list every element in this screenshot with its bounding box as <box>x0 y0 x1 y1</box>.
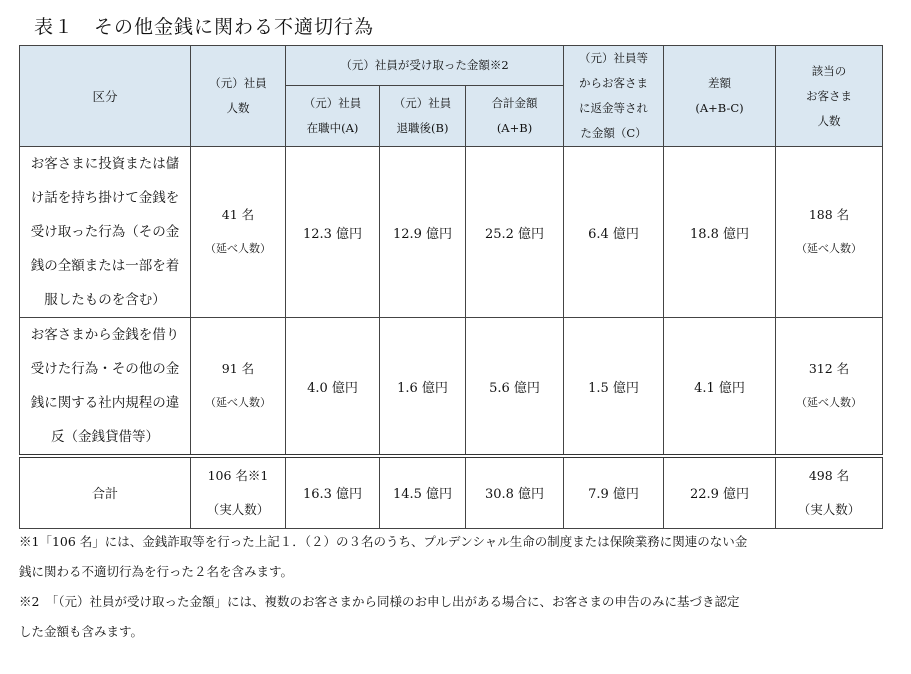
retired-amount-cell: 14.5 億円 <box>380 456 466 528</box>
difference-cell: 22.9 億円 <box>664 456 776 528</box>
staff-count-cell: 106 名※1 （実人数） <box>191 456 286 528</box>
footnote-1-line-2: 銭に関わる不適切行為を行った２名を含みます。 <box>19 564 294 579</box>
returned-amount-cell: 6.4 億円 <box>564 147 664 318</box>
employed-amount-cell: 12.3 億円 <box>286 147 380 318</box>
table-row <box>20 318 883 457</box>
header-kubun: 区分 <box>20 46 191 147</box>
header-received: （元）社員が受け取った金額※2 <box>286 46 564 86</box>
footnote-2-line-2: した金額も含みます。 <box>19 624 144 639</box>
header-retired: （元）社員 退職後(B) <box>380 86 466 147</box>
header-customers: 該当の お客さま 人数 <box>776 46 883 147</box>
category-cell: お客さまから金銭を借り 受けた行為・その他の金 銭に関する社内規程の違 反（金銭貸借等） <box>20 318 191 457</box>
footnote-1-line-1: ※1「106 名」には、金銭詐取等を行った上記１．（２）の３名のうち、プルデンシャル生命の制度または保険業務に関連のない金 <box>19 534 748 549</box>
footnote-2-line-1: ※2 「（元）社員が受け取った金額」には、複数のお客さまから同様のお申し出がある場合に、お客さまの申告のみに基づき認定 <box>19 594 740 609</box>
customers-cell: 312 名 （延べ人数） <box>776 318 883 457</box>
footnotes <box>19 527 885 647</box>
difference-cell: 4.1 億円 <box>664 318 776 457</box>
staff-count-cell: 41 名 （延べ人数） <box>191 147 286 318</box>
total-amount-cell: 5.6 億円 <box>466 318 564 457</box>
header-difference: 差額 (A+B-C) <box>664 46 776 147</box>
header-staff-count: （元）社員 人数 <box>191 46 286 147</box>
category-cell: お客さまに投資または儲 け話を持ち掛けて金銭を 受け取った行為（その金 銭の全額または一部を着 服したものを含む） <box>20 147 191 318</box>
total-row <box>20 456 883 528</box>
total-label: 合計 <box>20 456 191 528</box>
staff-count-cell: 91 名 （延べ人数） <box>191 318 286 457</box>
header-employed: （元）社員 在職中(A) <box>286 86 380 147</box>
header-total-amount: 合計金額 (A+B) <box>466 86 564 147</box>
employed-amount-cell: 4.0 億円 <box>286 318 380 457</box>
total-amount-cell: 30.8 億円 <box>466 456 564 528</box>
customers-cell: 188 名 （延べ人数） <box>776 147 883 318</box>
header-returned: （元）社員等 からお客さま に返金等され た金額（C） <box>564 46 664 147</box>
total-amount-cell: 25.2 億円 <box>466 147 564 318</box>
returned-amount-cell: 7.9 億円 <box>564 456 664 528</box>
difference-cell: 18.8 億円 <box>664 147 776 318</box>
customers-cell: 498 名 （実人数） <box>776 456 883 528</box>
retired-amount-cell: 1.6 億円 <box>380 318 466 457</box>
retired-amount-cell: 12.9 億円 <box>380 147 466 318</box>
returned-amount-cell: 1.5 億円 <box>564 318 664 457</box>
misconduct-table <box>19 45 883 529</box>
employed-amount-cell: 16.3 億円 <box>286 456 380 528</box>
table-title: 表１ その他金銭に関わる不適切行為 <box>34 16 375 38</box>
table-row <box>20 147 883 318</box>
